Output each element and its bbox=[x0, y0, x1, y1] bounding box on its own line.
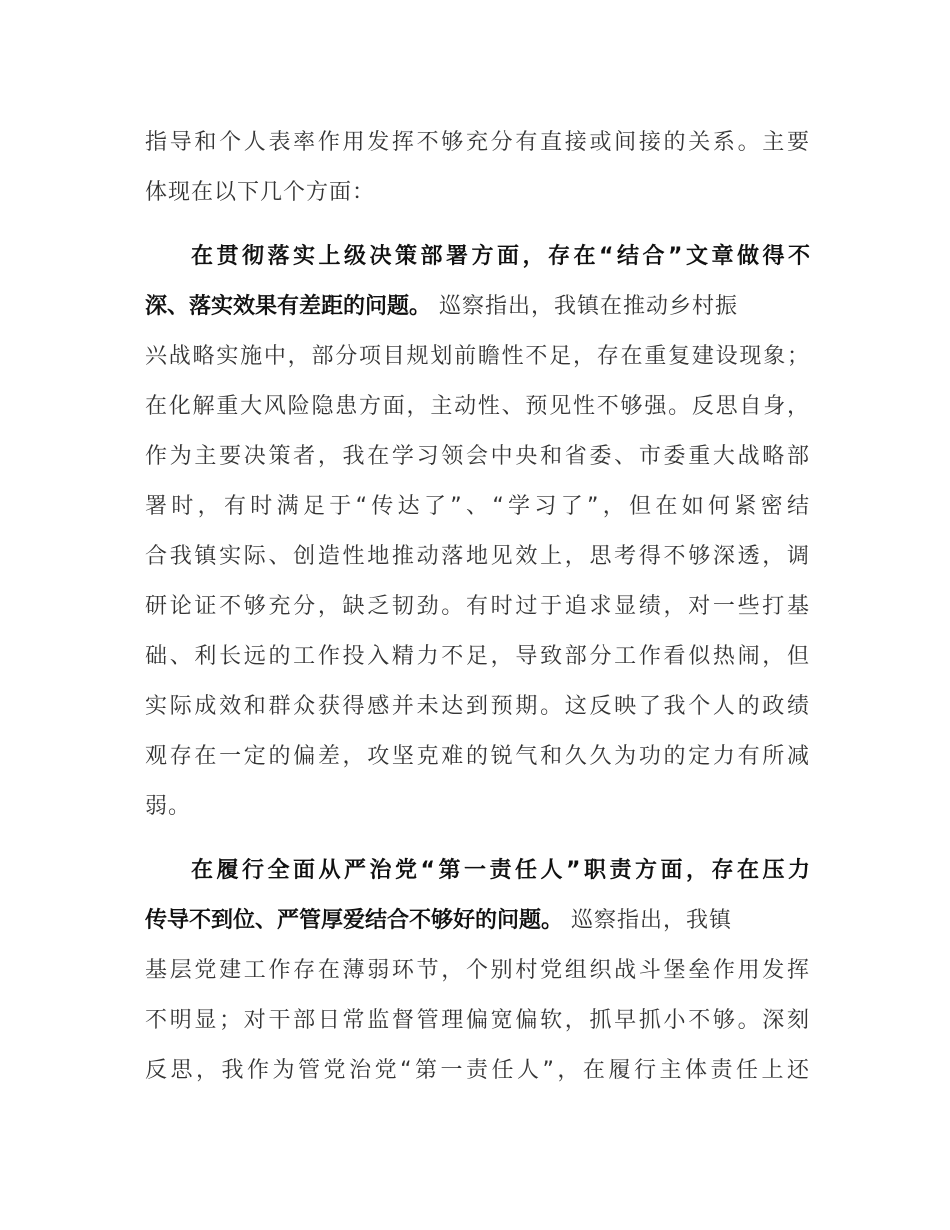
text-line bbox=[145, 853, 810, 903]
paragraph bbox=[145, 239, 810, 839]
body-text: 实际成效和群众获得感并未达到预期。这反映了我个人的政绩 bbox=[145, 694, 810, 719]
body-text: 合我镇实际、创造性地推动落地见效上，思考得不够深透，调 bbox=[145, 544, 810, 569]
text-line bbox=[145, 953, 810, 1003]
text-line bbox=[145, 739, 810, 789]
text-line bbox=[145, 339, 810, 389]
body-text: 在化解重大风险隐患方面，主动性、预见性不够强。反思自身， bbox=[145, 394, 810, 419]
body-text: 巡察指出，我镇 bbox=[563, 908, 733, 933]
text-line bbox=[145, 689, 810, 739]
body-text: 体现在以下几个方面： bbox=[145, 180, 376, 205]
text-line bbox=[145, 489, 810, 539]
text-line bbox=[145, 125, 810, 175]
body-text: 弱。 bbox=[145, 794, 192, 819]
body-text: 作为主要决策者，我在学习领会中央和省委、市委重大战略部 bbox=[145, 444, 810, 469]
body-text: 巡察指出，我镇在推动乡村振 bbox=[431, 294, 739, 319]
document-page bbox=[145, 125, 810, 1117]
body-text: 署时，有时满足于“传达了”、“学习了”，但在如何紧密结 bbox=[145, 494, 810, 519]
text-line bbox=[145, 175, 810, 225]
body-text: 不明显；对干部日常监督管理偏宽偏软，抓早抓小不够。深刻 bbox=[145, 1008, 810, 1033]
body-text: 础、利长远的工作投入精力不足，导致部分工作看似热闹，但 bbox=[145, 644, 810, 669]
text-line bbox=[145, 789, 810, 839]
text-line bbox=[145, 439, 810, 489]
text-line bbox=[145, 239, 810, 289]
body-text: 观存在一定的偏差，攻坚克难的锐气和久久为功的定力有所减 bbox=[145, 744, 810, 769]
text-line bbox=[145, 539, 810, 589]
body-text: 反思，我作为管党治党“第一责任人”，在履行主体责任上还 bbox=[145, 1058, 810, 1083]
text-line bbox=[145, 903, 810, 953]
bold-heading-text: 在贯彻落实上级决策部署方面，存在“结合”文章做得不 bbox=[191, 244, 810, 269]
text-line bbox=[145, 289, 810, 339]
text-line bbox=[145, 1003, 810, 1053]
paragraph bbox=[145, 125, 810, 225]
body-text: 基层党建工作存在薄弱环节，个别村党组织战斗堡垒作用发挥 bbox=[145, 958, 810, 983]
text-line bbox=[145, 389, 810, 439]
body-text: 指导和个人表率作用发挥不够充分有直接或间接的关系。主要 bbox=[145, 130, 810, 155]
body-text: 研论证不够充分，缺乏韧劲。有时过于追求显绩，对一些打基 bbox=[145, 594, 810, 619]
paragraph bbox=[145, 853, 810, 1103]
body-text: 兴战略实施中，部分项目规划前瞻性不足，存在重复建设现象； bbox=[145, 344, 810, 369]
bold-heading-text: 传导不到位、严管厚爱结合不够好的问题。 bbox=[145, 908, 564, 933]
text-line bbox=[145, 589, 810, 639]
text-line bbox=[145, 639, 810, 689]
bold-heading-text: 深、落实效果有差距的问题。 bbox=[145, 294, 432, 319]
bold-heading-text: 在履行全面从严治党“第一责任人”职责方面，存在压力 bbox=[191, 858, 810, 883]
text-line bbox=[145, 1053, 810, 1103]
